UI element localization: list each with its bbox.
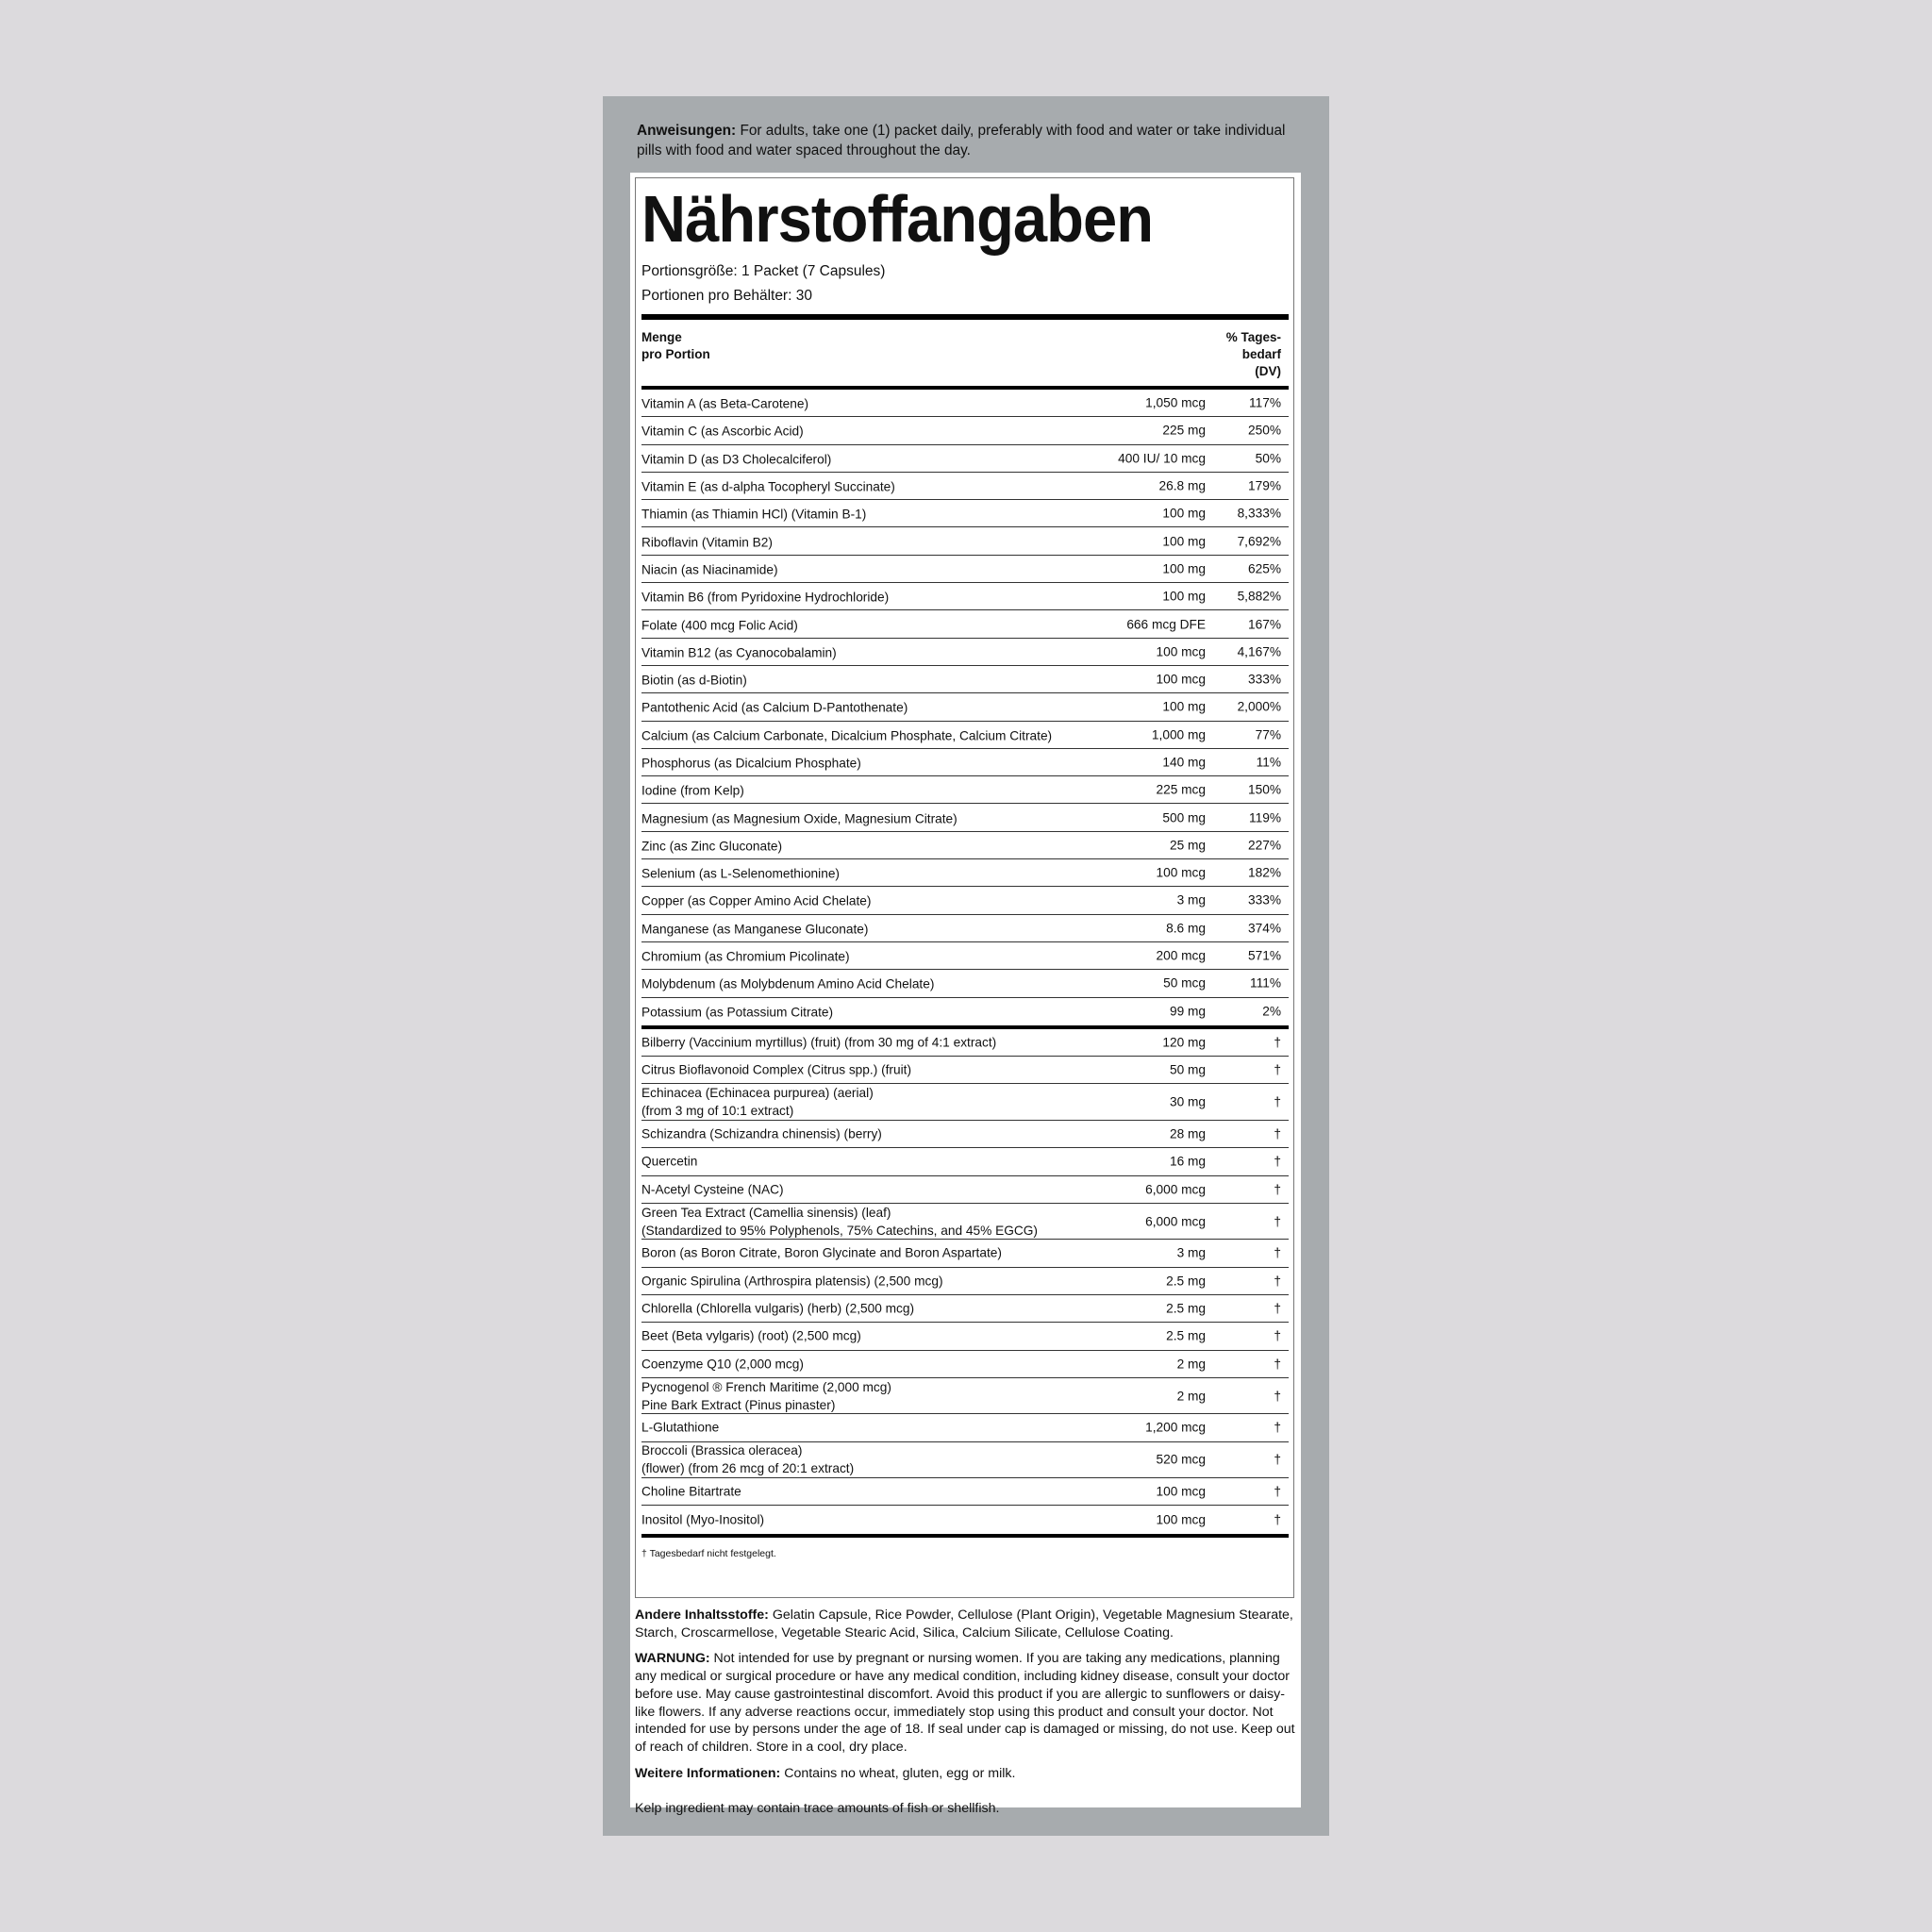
nutrient-amount: 16 mg bbox=[1169, 1154, 1206, 1169]
directions bbox=[637, 121, 1297, 160]
nutrient-row bbox=[641, 473, 1289, 500]
nutrient-dv: 625% bbox=[1247, 561, 1281, 576]
nutrient-row bbox=[641, 610, 1289, 638]
nutrient-name: Chromium (as Chromium Picolinate) bbox=[641, 949, 850, 964]
nutrient-amount: 3 mg bbox=[1176, 892, 1206, 908]
nutrient-dv: 227% bbox=[1247, 838, 1281, 853]
nutrient-dv: 117% bbox=[1249, 395, 1281, 410]
nutrient-dv: † bbox=[1274, 1062, 1281, 1077]
nutrient-amount: 26.8 mg bbox=[1158, 478, 1206, 493]
table-header bbox=[641, 320, 1289, 386]
nutrient-amount: 225 mcg bbox=[1156, 782, 1206, 797]
header-amount bbox=[641, 329, 710, 363]
nutrient-amount: 100 mcg bbox=[1156, 644, 1206, 659]
nutrient-name: Pantothenic Acid (as Calcium D-Pantothenate) bbox=[641, 700, 908, 715]
header-amount-line1: Menge bbox=[641, 330, 682, 344]
nutrient-dv: † bbox=[1274, 1512, 1281, 1527]
nutrient-dv: † bbox=[1274, 1126, 1281, 1141]
nutrient-name: Iodine (from Kelp) bbox=[641, 783, 744, 798]
warning-label: WARNUNG: bbox=[635, 1651, 710, 1667]
nutrient-dv: 179% bbox=[1247, 478, 1281, 493]
nutrient-amount: 8.6 mg bbox=[1166, 921, 1206, 936]
nutrient-dv: 11% bbox=[1256, 755, 1281, 770]
nutrient-row bbox=[641, 942, 1289, 970]
kelp-note: Kelp ingredient may contain trace amounts of fish or shellfish. bbox=[635, 1801, 1000, 1817]
nutrient-name: Thiamin (as Thiamin HCl) (Vitamin B-1) bbox=[641, 507, 867, 522]
nutrient-name: Pycnogenol ® French Maritime (2,000 mcg) Pine Bark Extract (Pinus pinaster) bbox=[641, 1379, 891, 1412]
other-ingredients-section bbox=[641, 1029, 1289, 1534]
header-dv-line3: (DV) bbox=[1255, 364, 1281, 378]
nutrient-amount: 2.5 mg bbox=[1166, 1328, 1206, 1343]
nutrient-name: Magnesium (as Magnesium Oxide, Magnesium Citrate) bbox=[641, 811, 958, 826]
nutrient-name: Phosphorus (as Dicalcium Phosphate) bbox=[641, 756, 861, 771]
nutrient-row bbox=[641, 1442, 1289, 1479]
nutrient-name: Echinacea (Echinacea purpurea) (aerial) (from 3 mg of 10:1 extract) bbox=[641, 1086, 874, 1119]
nutrient-name: Beet (Beta vylgaris) (root) (2,500 mcg) bbox=[641, 1328, 861, 1343]
nutrient-amount: 2 mg bbox=[1176, 1389, 1206, 1404]
warning bbox=[635, 1650, 1295, 1756]
nutrient-name: Potassium (as Potassium Citrate) bbox=[641, 1005, 834, 1020]
nutrient-row bbox=[641, 970, 1289, 997]
nutrient-row bbox=[641, 445, 1289, 473]
nutrient-row bbox=[641, 1351, 1289, 1378]
nutrient-name: Green Tea Extract (Camellia sinensis) (leaf) (Standardized to 95% Polyphenols, 75% Catechins, and 45% EGCG) bbox=[641, 1205, 1038, 1238]
nutrient-row bbox=[641, 527, 1289, 555]
nutrient-name: Niacin (as Niacinamide) bbox=[641, 562, 778, 577]
nutrient-dv: † bbox=[1274, 1154, 1281, 1169]
vitamins-section bbox=[641, 390, 1289, 1025]
nutrient-row bbox=[641, 722, 1289, 749]
nutrient-name: Vitamin D (as D3 Cholecalciferol) bbox=[641, 452, 832, 467]
nutrient-row bbox=[641, 915, 1289, 942]
nutrient-amount: 100 mg bbox=[1162, 589, 1206, 604]
nutrient-row bbox=[641, 1029, 1289, 1057]
nutrient-name: Biotin (as d-Biotin) bbox=[641, 673, 747, 688]
nutrient-row bbox=[641, 1084, 1289, 1121]
nutrient-amount: 100 mg bbox=[1162, 699, 1206, 714]
nutrition-facts-box bbox=[635, 177, 1294, 1598]
warning-text: Not intended for use by pregnant or nursing women. If you are taking any medications, planning any medical or surgical procedure or have any medical condition, including kidney disease, consult your doctor before use. May cause gastrointestinal discomfort. Avoid this product if you are allergic to sunflowers or daisy-like flowers. If any adverse reactions occur, immediately stop using this product and consult your doctor. Not intended for use by persons under the age of 18. If seal under cap is damaged or missing, do not use. Keep out of reach of children. Store in a cool, dry place. bbox=[635, 1651, 1295, 1755]
nutrient-amount: 25 mg bbox=[1169, 838, 1206, 853]
nutrient-row bbox=[641, 1295, 1289, 1323]
nutrient-name: Coenzyme Q10 (2,000 mcg) bbox=[641, 1357, 804, 1372]
nutrient-dv: 2,000% bbox=[1237, 699, 1281, 714]
nutrient-row bbox=[641, 666, 1289, 693]
facts-title: Nährstoffangaben bbox=[641, 182, 1154, 256]
nutrient-row bbox=[641, 859, 1289, 887]
nutrient-name: Folate (400 mcg Folic Acid) bbox=[641, 618, 798, 633]
nutrient-row bbox=[641, 417, 1289, 444]
nutrient-row bbox=[641, 832, 1289, 859]
nutrient-name: Vitamin B6 (from Pyridoxine Hydrochloride) bbox=[641, 590, 890, 605]
nutrient-dv: 250% bbox=[1247, 423, 1281, 438]
nutrient-dv: † bbox=[1274, 1357, 1281, 1372]
nutrient-row bbox=[641, 639, 1289, 666]
nutrient-row bbox=[641, 887, 1289, 914]
nutrient-name: Zinc (as Zinc Gluconate) bbox=[641, 839, 783, 854]
nutrient-amount: 100 mcg bbox=[1156, 672, 1206, 687]
nutrient-amount: 200 mcg bbox=[1156, 948, 1206, 963]
header-dv-line1: % Tages- bbox=[1225, 330, 1281, 344]
nutrient-name: Boron (as Boron Citrate, Boron Glycinate and Boron Aspartate) bbox=[641, 1245, 1002, 1260]
nutrient-dv: † bbox=[1274, 1452, 1281, 1467]
nutrient-row bbox=[641, 1506, 1289, 1533]
nutrient-name: Quercetin bbox=[641, 1154, 698, 1169]
other-ingredients-label: Andere Inhaltsstoffe: bbox=[635, 1607, 769, 1623]
nutrient-dv: † bbox=[1274, 1182, 1281, 1197]
nutrient-row bbox=[641, 583, 1289, 610]
servings-per-container: Portionen pro Behälter: 30 bbox=[641, 288, 812, 304]
nutrient-name: Riboflavin (Vitamin B2) bbox=[641, 535, 773, 550]
nutrient-dv: † bbox=[1274, 1484, 1281, 1499]
footnote: † Tagesbedarf nicht festgelegt. bbox=[641, 1547, 776, 1559]
nutrient-dv: 4,167% bbox=[1237, 644, 1281, 659]
nutrient-dv: 77% bbox=[1255, 727, 1281, 742]
nutrient-name: Molybdenum (as Molybdenum Amino Acid Chelate) bbox=[641, 976, 935, 991]
nutrient-name: Bilberry (Vaccinium myrtillus) (fruit) (from 30 mg of 4:1 extract) bbox=[641, 1035, 997, 1050]
nutrient-dv: 119% bbox=[1249, 810, 1281, 825]
nutrient-amount: 30 mg bbox=[1169, 1094, 1206, 1109]
nutrient-amount: 2.5 mg bbox=[1166, 1301, 1206, 1316]
nutrient-name: Vitamin C (as Ascorbic Acid) bbox=[641, 424, 804, 439]
nutrient-row bbox=[641, 804, 1289, 831]
nutrient-amount: 500 mg bbox=[1162, 810, 1206, 825]
nutrient-amount: 1,200 mcg bbox=[1145, 1420, 1206, 1435]
nutrient-dv: † bbox=[1274, 1274, 1281, 1289]
nutrient-dv: † bbox=[1274, 1420, 1281, 1435]
other-ingredients-text: Gelatin Capsule, Rice Powder, Cellulose (Plant Origin), Vegetable Magnesium Stearate, Starch, Croscarmellose, Vegetable Stearic Acid, Silica, Calcium Silicate, Cellulose Coating. bbox=[635, 1607, 1293, 1641]
nutrient-dv: † bbox=[1274, 1035, 1281, 1050]
nutrient-dv: † bbox=[1274, 1094, 1281, 1109]
directions-text: For adults, take one (1) packet daily, preferably with food and water or take individual pills with food and water spaced throughout the day. bbox=[637, 123, 1286, 158]
label-card bbox=[630, 173, 1301, 1817]
nutrient-row bbox=[641, 1057, 1289, 1084]
nutrient-amount: 1,000 mg bbox=[1151, 727, 1206, 742]
nutrient-dv: 150% bbox=[1247, 782, 1281, 797]
nutrient-amount: 100 mg bbox=[1162, 506, 1206, 521]
nutrient-row bbox=[641, 1414, 1289, 1441]
nutrient-amount: 120 mg bbox=[1162, 1035, 1206, 1050]
nutrient-name: Manganese (as Manganese Gluconate) bbox=[641, 922, 869, 937]
nutrient-row bbox=[641, 1240, 1289, 1267]
nutrient-name: L-Glutathione bbox=[641, 1420, 720, 1435]
nutrient-name: Vitamin A (as Beta-Carotene) bbox=[641, 396, 809, 411]
nutrient-dv: 333% bbox=[1247, 892, 1281, 908]
nutrient-amount: 666 mcg DFE bbox=[1126, 617, 1206, 632]
label-notes bbox=[635, 1607, 1295, 1826]
nutrient-amount: 520 mcg bbox=[1156, 1452, 1206, 1467]
nutrient-name: Selenium (as L-Selenomethionine) bbox=[641, 866, 840, 881]
nutrient-dv: 111% bbox=[1250, 975, 1281, 991]
nutrient-name: Chlorella (Chlorella vulgaris) (herb) (2,500 mcg) bbox=[641, 1301, 915, 1316]
nutrient-row bbox=[641, 1478, 1289, 1506]
nutrient-amount: 28 mg bbox=[1169, 1126, 1206, 1141]
nutrient-name: Broccoli (Brassica oleracea) (flower) (from 26 mcg of 20:1 extract) bbox=[641, 1443, 855, 1476]
nutrient-dv: 7,692% bbox=[1237, 534, 1281, 549]
nutrient-name: N-Acetyl Cysteine (NAC) bbox=[641, 1182, 784, 1197]
nutrient-amount: 100 mcg bbox=[1156, 1512, 1206, 1527]
nutrient-dv: † bbox=[1274, 1389, 1281, 1404]
nutrient-row bbox=[641, 998, 1289, 1025]
nutrient-dv: 8,333% bbox=[1237, 506, 1281, 521]
nutrient-dv: 50% bbox=[1255, 451, 1281, 466]
nutrient-row bbox=[641, 556, 1289, 583]
nutrient-name: Vitamin E (as d-alpha Tocopheryl Succinate) bbox=[641, 479, 895, 494]
nutrient-row bbox=[641, 1378, 1289, 1415]
nutrient-row bbox=[641, 390, 1289, 417]
nutrient-amount: 100 mcg bbox=[1156, 865, 1206, 880]
nutrient-dv: 571% bbox=[1247, 948, 1281, 963]
nutrient-dv: 182% bbox=[1247, 865, 1281, 880]
nutrient-row bbox=[641, 500, 1289, 527]
nutrient-row bbox=[641, 693, 1289, 721]
nutrient-dv: † bbox=[1274, 1328, 1281, 1343]
nutrient-amount: 100 mcg bbox=[1156, 1484, 1206, 1499]
nutrient-dv: 333% bbox=[1247, 672, 1281, 687]
more-info bbox=[635, 1765, 1295, 1783]
nutrient-amount: 2.5 mg bbox=[1166, 1274, 1206, 1289]
bottom-divider bbox=[641, 1534, 1289, 1538]
nutrient-dv: 5,882% bbox=[1237, 589, 1281, 604]
nutrient-row bbox=[641, 1121, 1289, 1148]
nutrient-row bbox=[641, 1268, 1289, 1295]
nutrient-dv: 2% bbox=[1262, 1004, 1281, 1019]
nutrient-amount: 1,050 mcg bbox=[1145, 395, 1206, 410]
nutrient-amount: 100 mg bbox=[1162, 534, 1206, 549]
serving-info bbox=[641, 259, 1289, 308]
label-panel bbox=[603, 96, 1329, 1836]
header-amount-line2: pro Portion bbox=[641, 347, 710, 361]
more-info-text: Contains no wheat, gluten, egg or milk. bbox=[780, 1765, 1016, 1781]
nutrient-row bbox=[641, 1323, 1289, 1350]
nutrient-amount: 140 mg bbox=[1162, 755, 1206, 770]
nutrient-amount: 99 mg bbox=[1169, 1004, 1206, 1019]
nutrient-row bbox=[641, 1148, 1289, 1175]
serving-size: Portionsgröße: 1 Packet (7 Capsules) bbox=[641, 263, 886, 279]
nutrient-amount: 225 mg bbox=[1162, 423, 1206, 438]
other-ingredients bbox=[635, 1607, 1295, 1641]
nutrient-dv: † bbox=[1274, 1245, 1281, 1260]
directions-label: Anweisungen: bbox=[637, 123, 737, 139]
nutrient-amount: 50 mcg bbox=[1163, 975, 1206, 991]
nutrient-dv: 374% bbox=[1247, 921, 1281, 936]
nutrient-dv: † bbox=[1274, 1214, 1281, 1229]
nutrient-amount: 6,000 mcg bbox=[1145, 1214, 1206, 1229]
nutrient-row bbox=[641, 749, 1289, 776]
nutrient-amount: 6,000 mcg bbox=[1145, 1182, 1206, 1197]
nutrient-dv: † bbox=[1274, 1301, 1281, 1316]
nutrient-row bbox=[641, 1204, 1289, 1241]
nutrient-amount: 3 mg bbox=[1176, 1245, 1206, 1260]
header-dv-line2: bedarf bbox=[1241, 347, 1281, 361]
nutrient-name: Schizandra (Schizandra chinensis) (berry) bbox=[641, 1126, 882, 1141]
nutrient-amount: 50 mg bbox=[1169, 1062, 1206, 1077]
nutrient-dv: 167% bbox=[1247, 617, 1281, 632]
nutrient-row bbox=[641, 776, 1289, 804]
header-dv bbox=[1226, 329, 1281, 380]
nutrient-amount: 400 IU/ 10 mcg bbox=[1118, 451, 1206, 466]
nutrient-name: Organic Spirulina (Arthrospira platensis) (2,500 mcg) bbox=[641, 1274, 943, 1289]
more-info-label: Weitere Informationen: bbox=[635, 1765, 781, 1781]
nutrient-name: Copper (as Copper Amino Acid Chelate) bbox=[641, 893, 872, 908]
nutrient-name: Citrus Bioflavonoid Complex (Citrus spp.) (fruit) bbox=[641, 1062, 912, 1077]
nutrient-amount: 100 mg bbox=[1162, 561, 1206, 576]
nutrient-name: Choline Bitartrate bbox=[641, 1484, 741, 1499]
nutrient-amount: 2 mg bbox=[1176, 1357, 1206, 1372]
nutrient-name: Vitamin B12 (as Cyanocobalamin) bbox=[641, 645, 837, 660]
nutrient-row bbox=[641, 1176, 1289, 1204]
nutrient-name: Calcium (as Calcium Carbonate, Dicalcium Phosphate, Calcium Citrate) bbox=[641, 728, 1053, 743]
nutrient-name: Inositol (Myo-Inositol) bbox=[641, 1512, 765, 1527]
